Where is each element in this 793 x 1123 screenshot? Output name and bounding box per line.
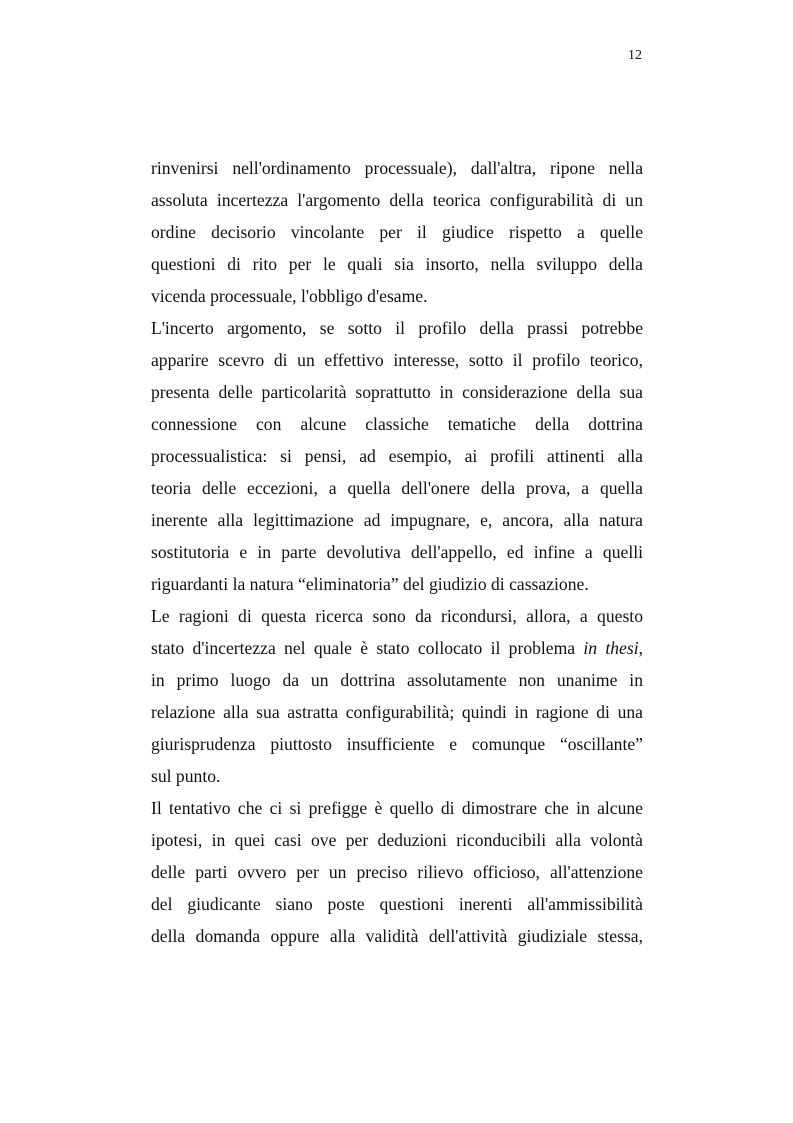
text-line: in primo luogo da un dottrina assolutamente non unanime in <box>151 670 643 690</box>
italic-term: in thesi <box>583 638 639 658</box>
text-line: L'incerto argomento, se sotto il profilo della prassi potrebbe <box>151 318 643 338</box>
text-line: assoluta incertezza l'argomento della teorica configurabilità di un <box>151 190 643 210</box>
text-line: inerente alla legittimazione ad impugnare, e, ancora, alla natura <box>151 510 643 530</box>
text-line-with-italic <box>151 632 643 664</box>
text-line: processualistica: si pensi, ad esempio, ai profili attinenti alla <box>151 446 643 466</box>
text-run: , <box>638 638 643 658</box>
page-number: 12 <box>628 48 642 63</box>
text-line: del giudicante siano poste questioni inerenti all'ammissibilità <box>151 894 643 914</box>
text-line: giurisprudenza piuttosto insufficiente e comunque “oscillante” <box>151 734 643 754</box>
text-line: apparire scevro di un effettivo interesse, sotto il profilo teorico, <box>151 350 643 370</box>
text-line: ipotesi, in quei casi ove per deduzioni riconducibili alla volontà <box>151 830 643 850</box>
text-line: sostitutoria e in parte devolutiva dell'appello, ed infine a quelli <box>151 542 643 562</box>
text-line: della domanda oppure alla validità dell'attività giudiziale stessa, <box>151 926 643 946</box>
text-line: rinvenirsi nell'ordinamento processuale), dall'altra, ripone nella <box>151 158 643 178</box>
text-line: connessione con alcune classiche tematiche della dottrina <box>151 414 643 434</box>
text-line: relazione alla sua astratta configurabilità; quindi in ragione di una <box>151 702 643 722</box>
text-line: presenta delle particolarità soprattutto in considerazione della sua <box>151 382 643 402</box>
paragraph-1 <box>151 152 643 312</box>
text-line: questioni di rito per le quali sia insorto, nella sviluppo della <box>151 254 643 274</box>
text-line: Le ragioni di questa ricerca sono da ricondursi, allora, a questo <box>151 606 643 626</box>
text-line: riguardanti la natura “eliminatoria” del giudizio di cassazione. <box>151 574 589 594</box>
text-line: teoria delle eccezioni, a quella dell'onere della prova, a quella <box>151 478 643 498</box>
text-line: delle parti ovvero per un preciso rilievo officioso, all'attenzione <box>151 862 643 882</box>
text-line: ordine decisorio vincolante per il giudice rispetto a quelle <box>151 222 643 242</box>
text-line: vicenda processuale, l'obbligo d'esame. <box>151 286 428 306</box>
paragraph-2 <box>151 312 643 600</box>
text-run: stato d'incertezza nel quale è stato collocato il problema <box>151 638 584 658</box>
body-text <box>151 152 643 952</box>
paragraph-3 <box>151 600 643 792</box>
text-line: Il tentativo che ci si prefigge è quello di dimostrare che in alcune <box>151 798 643 818</box>
text-line: sul punto. <box>151 766 221 786</box>
paragraph-4 <box>151 792 643 952</box>
